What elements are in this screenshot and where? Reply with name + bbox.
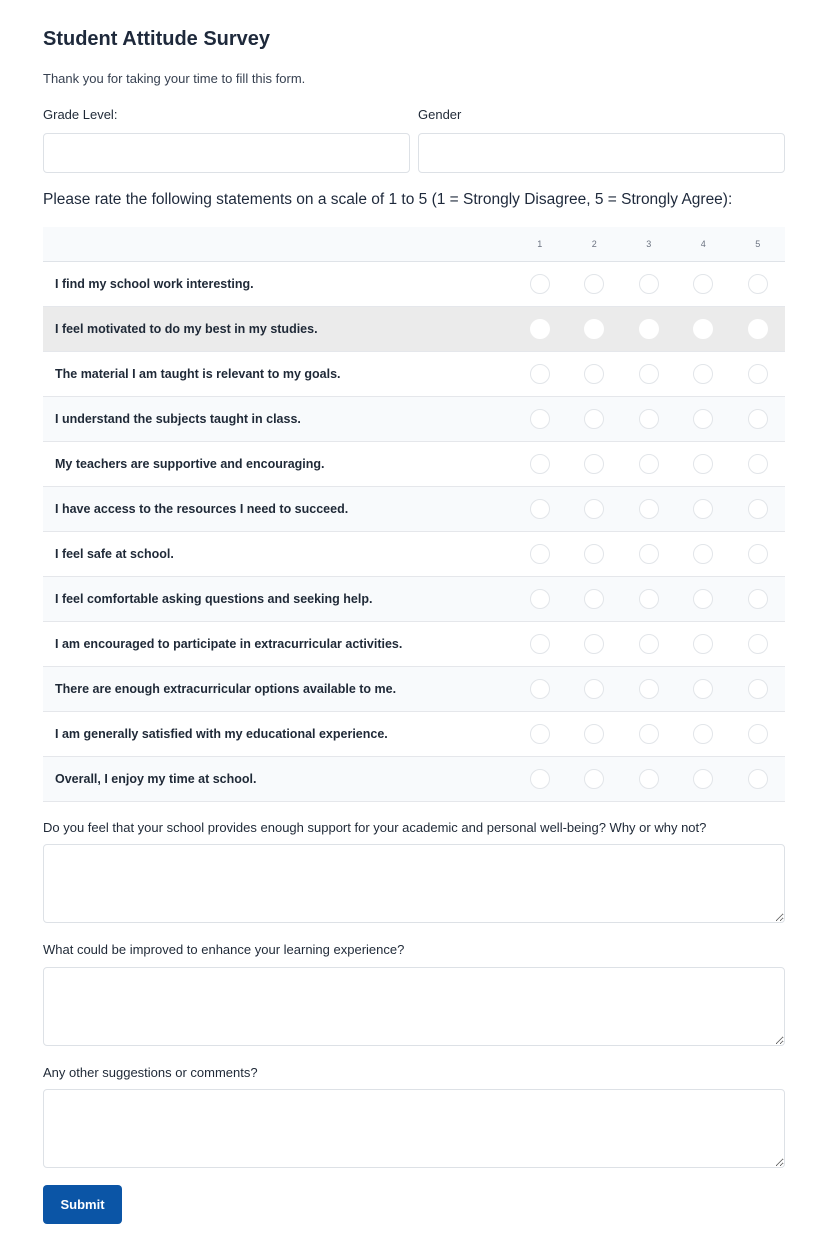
rating-table	[43, 227, 785, 802]
rating-cell	[567, 756, 622, 801]
statement-row	[43, 711, 785, 756]
statement-text: I feel safe at school.	[43, 531, 513, 576]
rating-cell	[567, 621, 622, 666]
rating-radio-5[interactable]	[748, 634, 768, 654]
rating-radio-3[interactable]	[639, 319, 659, 339]
rating-radio-1[interactable]	[530, 409, 550, 429]
comments-textarea[interactable]	[43, 1089, 785, 1168]
rating-radio-3[interactable]	[639, 454, 659, 474]
rating-radio-2[interactable]	[584, 274, 604, 294]
rating-radio-2[interactable]	[584, 769, 604, 789]
rating-cell	[513, 351, 568, 396]
rating-cell	[731, 441, 786, 486]
rating-cell	[567, 666, 622, 711]
rating-cell	[731, 756, 786, 801]
statement-text: I feel comfortable asking questions and seeking help.	[43, 576, 513, 621]
statement-text: I understand the subjects taught in class.	[43, 396, 513, 441]
rating-radio-4[interactable]	[693, 544, 713, 564]
rating-cell	[513, 441, 568, 486]
rating-cell	[731, 396, 786, 441]
rating-cell	[731, 351, 786, 396]
rating-cell	[513, 576, 568, 621]
rating-cell	[567, 351, 622, 396]
rating-radio-2[interactable]	[584, 724, 604, 744]
rating-cell	[567, 441, 622, 486]
rating-radio-4[interactable]	[693, 319, 713, 339]
rating-header-row	[43, 227, 785, 261]
rating-cell	[731, 531, 786, 576]
rating-cell	[676, 486, 731, 531]
statement-row	[43, 261, 785, 306]
rating-cell	[676, 576, 731, 621]
rating-radio-4[interactable]	[693, 364, 713, 384]
rating-cell	[731, 306, 786, 351]
gender-input[interactable]	[418, 133, 785, 173]
question-label-1: Do you feel that your school provides enough support for your academic and personal well-being? Why or why not?	[43, 820, 707, 835]
rating-radio-4[interactable]	[693, 724, 713, 744]
rating-cell	[676, 666, 731, 711]
rating-cell	[513, 711, 568, 756]
rating-cell	[731, 621, 786, 666]
rating-cell	[567, 486, 622, 531]
rating-cell	[513, 486, 568, 531]
rating-cell	[567, 711, 622, 756]
rating-radio-1[interactable]	[530, 589, 550, 609]
rating-radio-1[interactable]	[530, 364, 550, 384]
rating-cell	[622, 711, 677, 756]
rating-cell	[622, 351, 677, 396]
statement-row	[43, 756, 785, 801]
rating-cell	[567, 531, 622, 576]
rating-radio-3[interactable]	[639, 724, 659, 744]
statement-header	[43, 227, 513, 261]
rating-radio-4[interactable]	[693, 769, 713, 789]
scale-header-5: 5	[731, 227, 786, 261]
statement-text: I find my school work interesting.	[43, 261, 513, 306]
statement-row	[43, 351, 785, 396]
grade-level-label: Grade Level:	[43, 107, 118, 122]
question-label-3: Any other suggestions or comments?	[43, 1065, 258, 1080]
rating-radio-5[interactable]	[748, 454, 768, 474]
rating-cell	[513, 306, 568, 351]
statement-text: I am generally satisfied with my educational experience.	[43, 711, 513, 756]
scale-header-1: 1	[513, 227, 568, 261]
rating-radio-2[interactable]	[584, 319, 604, 339]
rating-radio-2[interactable]	[584, 589, 604, 609]
rating-cell	[622, 306, 677, 351]
statement-row	[43, 396, 785, 441]
rating-radio-4[interactable]	[693, 499, 713, 519]
rating-cell	[676, 711, 731, 756]
rating-cell	[622, 486, 677, 531]
rating-radio-4[interactable]	[693, 634, 713, 654]
statement-row	[43, 531, 785, 576]
statement-text: I feel motivated to do my best in my studies.	[43, 306, 513, 351]
statement-row	[43, 306, 785, 351]
rating-cell	[567, 261, 622, 306]
statement-row	[43, 576, 785, 621]
scale-header-2: 2	[567, 227, 622, 261]
rating-cell	[622, 576, 677, 621]
rating-cell	[622, 396, 677, 441]
statement-row	[43, 441, 785, 486]
rating-radio-1[interactable]	[530, 499, 550, 519]
rating-radio-5[interactable]	[748, 679, 768, 699]
rating-radio-1[interactable]	[530, 319, 550, 339]
statement-row	[43, 486, 785, 531]
rating-cell	[676, 396, 731, 441]
rating-radio-5[interactable]	[748, 544, 768, 564]
support-answer-textarea[interactable]	[43, 844, 785, 923]
rating-cell	[676, 306, 731, 351]
rating-radio-5[interactable]	[748, 769, 768, 789]
rating-cell	[676, 351, 731, 396]
rating-radio-5[interactable]	[748, 499, 768, 519]
rating-radio-5[interactable]	[748, 319, 768, 339]
rating-radio-4[interactable]	[693, 409, 713, 429]
rating-radio-2[interactable]	[584, 409, 604, 429]
rating-radio-4[interactable]	[693, 589, 713, 609]
rating-cell	[513, 261, 568, 306]
rating-cell	[622, 261, 677, 306]
statement-text: There are enough extracurricular options available to me.	[43, 666, 513, 711]
rating-radio-3[interactable]	[639, 274, 659, 294]
rating-cell	[731, 261, 786, 306]
question-label-2: What could be improved to enhance your learning experience?	[43, 942, 405, 957]
gender-label: Gender	[418, 107, 462, 122]
rating-radio-4[interactable]	[693, 274, 713, 294]
rating-radio-2[interactable]	[584, 364, 604, 384]
statement-text: Overall, I enjoy my time at school.	[43, 756, 513, 801]
rating-cell	[676, 621, 731, 666]
rating-cell	[513, 756, 568, 801]
scale-header-3: 3	[622, 227, 677, 261]
rating-radio-2[interactable]	[584, 634, 604, 654]
rating-radio-2[interactable]	[584, 544, 604, 564]
rating-cell	[513, 531, 568, 576]
rating-cell	[513, 621, 568, 666]
rating-radio-2[interactable]	[584, 454, 604, 474]
rating-cell	[676, 756, 731, 801]
rating-radio-5[interactable]	[748, 364, 768, 384]
rating-cell	[513, 396, 568, 441]
rating-radio-1[interactable]	[530, 274, 550, 294]
rating-radio-1[interactable]	[530, 724, 550, 744]
rating-cell	[567, 306, 622, 351]
rating-radio-1[interactable]	[530, 679, 550, 699]
improvement-answer-textarea[interactable]	[43, 967, 785, 1046]
rating-cell	[567, 576, 622, 621]
rating-cell	[731, 576, 786, 621]
statement-text: I have access to the resources I need to succeed.	[43, 486, 513, 531]
rating-radio-1[interactable]	[530, 544, 550, 564]
rating-cell	[731, 666, 786, 711]
rating-radio-5[interactable]	[748, 274, 768, 294]
statement-text: I am encouraged to participate in extracurricular activities.	[43, 621, 513, 666]
rating-cell	[622, 621, 677, 666]
statement-row	[43, 666, 785, 711]
rating-radio-1[interactable]	[530, 769, 550, 789]
rating-radio-1[interactable]	[530, 634, 550, 654]
rating-cell	[622, 531, 677, 576]
rating-radio-5[interactable]	[748, 409, 768, 429]
rating-radio-3[interactable]	[639, 634, 659, 654]
rating-cell	[622, 756, 677, 801]
intro-text: Thank you for taking your time to fill this form.	[43, 71, 306, 86]
rating-cell	[731, 711, 786, 756]
rating-radio-5[interactable]	[748, 589, 768, 609]
scale-instruction: Please rate the following statements on a scale of 1 to 5 (1 = Strongly Disagree, 5 = Strongly Agree):	[43, 191, 733, 208]
rating-cell	[622, 666, 677, 711]
rating-radio-4[interactable]	[693, 454, 713, 474]
statement-row	[43, 621, 785, 666]
rating-cell	[676, 531, 731, 576]
submit-button[interactable]: Submit	[43, 1185, 122, 1224]
rating-radio-3[interactable]	[639, 679, 659, 699]
rating-radio-3[interactable]	[639, 409, 659, 429]
rating-radio-1[interactable]	[530, 454, 550, 474]
rating-cell	[676, 261, 731, 306]
rating-radio-3[interactable]	[639, 499, 659, 519]
rating-cell	[622, 441, 677, 486]
rating-radio-3[interactable]	[639, 589, 659, 609]
rating-cell	[731, 486, 786, 531]
statement-text: My teachers are supportive and encouraging.	[43, 441, 513, 486]
rating-radio-3[interactable]	[639, 769, 659, 789]
scale-header-4: 4	[676, 227, 731, 261]
rating-radio-4[interactable]	[693, 679, 713, 699]
rating-cell	[567, 396, 622, 441]
rating-radio-3[interactable]	[639, 544, 659, 564]
rating-radio-3[interactable]	[639, 364, 659, 384]
rating-radio-2[interactable]	[584, 499, 604, 519]
statement-text: The material I am taught is relevant to my goals.	[43, 351, 513, 396]
grade-level-input[interactable]	[43, 133, 410, 173]
rating-cell	[676, 441, 731, 486]
rating-radio-5[interactable]	[748, 724, 768, 744]
rating-radio-2[interactable]	[584, 679, 604, 699]
page-title: Student Attitude Survey	[43, 28, 271, 50]
rating-cell	[513, 666, 568, 711]
